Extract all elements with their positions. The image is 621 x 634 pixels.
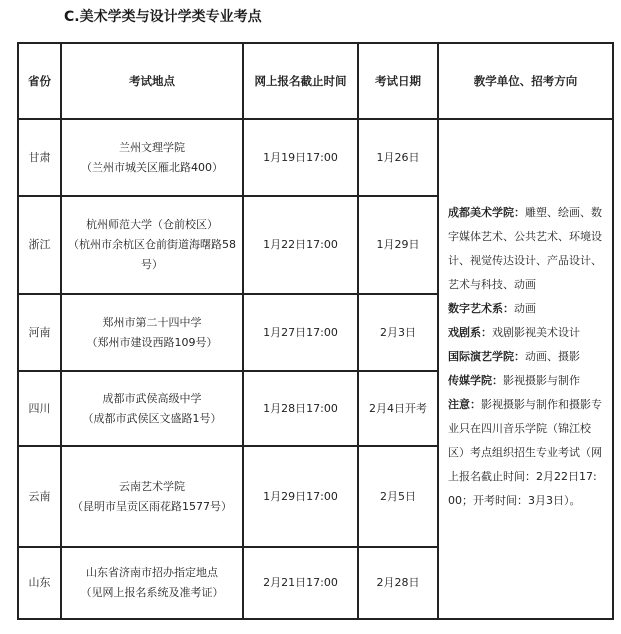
digital-label: 数字艺术系：: [448, 302, 514, 315]
exam-sites-table: [17, 42, 614, 620]
deadline-cell: 1月29日17:00: [243, 446, 358, 547]
location-cell: [61, 119, 243, 196]
location-address: （杭州市余杭区仓前街道海曙路58号）: [68, 238, 236, 271]
location-address: （成都市武侯区文盛路1号）: [82, 411, 222, 425]
exam-date-cell: 2月5日: [358, 446, 438, 547]
location-address: （昆明市呈贡区雨花路1577号）: [72, 499, 232, 513]
header-location: 考试地点: [61, 43, 243, 119]
exam-date-cell: 1月26日: [358, 119, 438, 196]
digital-text: 动画: [514, 302, 536, 315]
header-province: 省份: [18, 43, 61, 119]
province-cell: 山东: [18, 547, 61, 619]
location-cell: [61, 294, 243, 371]
drama-text: 戏剧影视美术设计: [492, 326, 580, 339]
province-cell: 四川: [18, 371, 61, 446]
fine-arts-label: 成都美术学院：: [448, 206, 525, 219]
deadline-cell: 1月27日17:00: [243, 294, 358, 371]
header-exam-date: 考试日期: [358, 43, 438, 119]
media-paragraph: [448, 369, 602, 393]
header-deadline: 网上报名截止时间: [243, 43, 358, 119]
note-label: 注意：: [448, 398, 481, 411]
location-cell: [61, 371, 243, 446]
province-cell: 河南: [18, 294, 61, 371]
drama-paragraph: [448, 321, 602, 345]
province-cell: 云南: [18, 446, 61, 547]
exam-date-cell: 2月28日: [358, 547, 438, 619]
location-name: 杭州师范大学（仓前校区）: [86, 218, 218, 231]
location-address: （兰州市城关区雁北路400）: [81, 160, 223, 174]
media-text: 影视摄影与制作: [503, 374, 580, 387]
intl-text: 动画、摄影: [525, 350, 580, 363]
location-cell: [61, 196, 243, 294]
exam-date-cell: 1月29日: [358, 196, 438, 294]
province-cell: 甘肃: [18, 119, 61, 196]
deadline-cell: 1月28日17:00: [243, 371, 358, 446]
drama-label: 戏剧系：: [448, 326, 492, 339]
section-title: C.美术学类与设计学类专业考点: [64, 9, 262, 25]
table-row: [18, 119, 613, 196]
location-name: 兰州文理学院: [119, 140, 185, 154]
intl-label: 国际演艺学院：: [448, 350, 525, 363]
deadline-cell: 2月21日17:00: [243, 547, 358, 619]
exam-date-cell: 2月4日开考: [358, 371, 438, 446]
digital-paragraph: [448, 297, 602, 321]
note-text: 影视摄影与制作和摄影专业只在四川音乐学院（锦江校区）考点组织招生专业考试（网上报名截止时间：2月22日17:00；开考时间：3月3日）。: [448, 398, 602, 507]
location-cell: [61, 446, 243, 547]
fine-arts-text: 雕塑、绘画、数字媒体艺术、公共艺术、环境设计、视觉传达设计、产品设计、艺术与科技、动画: [448, 206, 602, 291]
table-header-row: [18, 43, 613, 119]
province-cell: 浙江: [18, 196, 61, 294]
intl-paragraph: [448, 345, 602, 369]
location-address: （郑州市建设西路109号）: [86, 335, 218, 349]
unit-info-cell: [438, 119, 613, 619]
location-name: 成都市武侯高级中学: [102, 391, 202, 405]
fine-arts-paragraph: [448, 201, 602, 297]
location-name: 山东省济南市招办指定地点: [86, 566, 218, 579]
deadline-cell: 1月22日17:00: [243, 196, 358, 294]
location-address: （见网上报名系统及准考证）: [80, 586, 224, 599]
location-name: 郑州市第二十四中学: [102, 315, 202, 329]
location-name: 云南艺术学院: [119, 479, 185, 493]
location-cell: [61, 547, 243, 619]
note-paragraph: [448, 393, 602, 513]
header-unit: 教学单位、招考方向: [438, 43, 613, 119]
deadline-cell: 1月19日17:00: [243, 119, 358, 196]
exam-date-cell: 2月3日: [358, 294, 438, 371]
media-label: 传媒学院：: [448, 374, 503, 387]
